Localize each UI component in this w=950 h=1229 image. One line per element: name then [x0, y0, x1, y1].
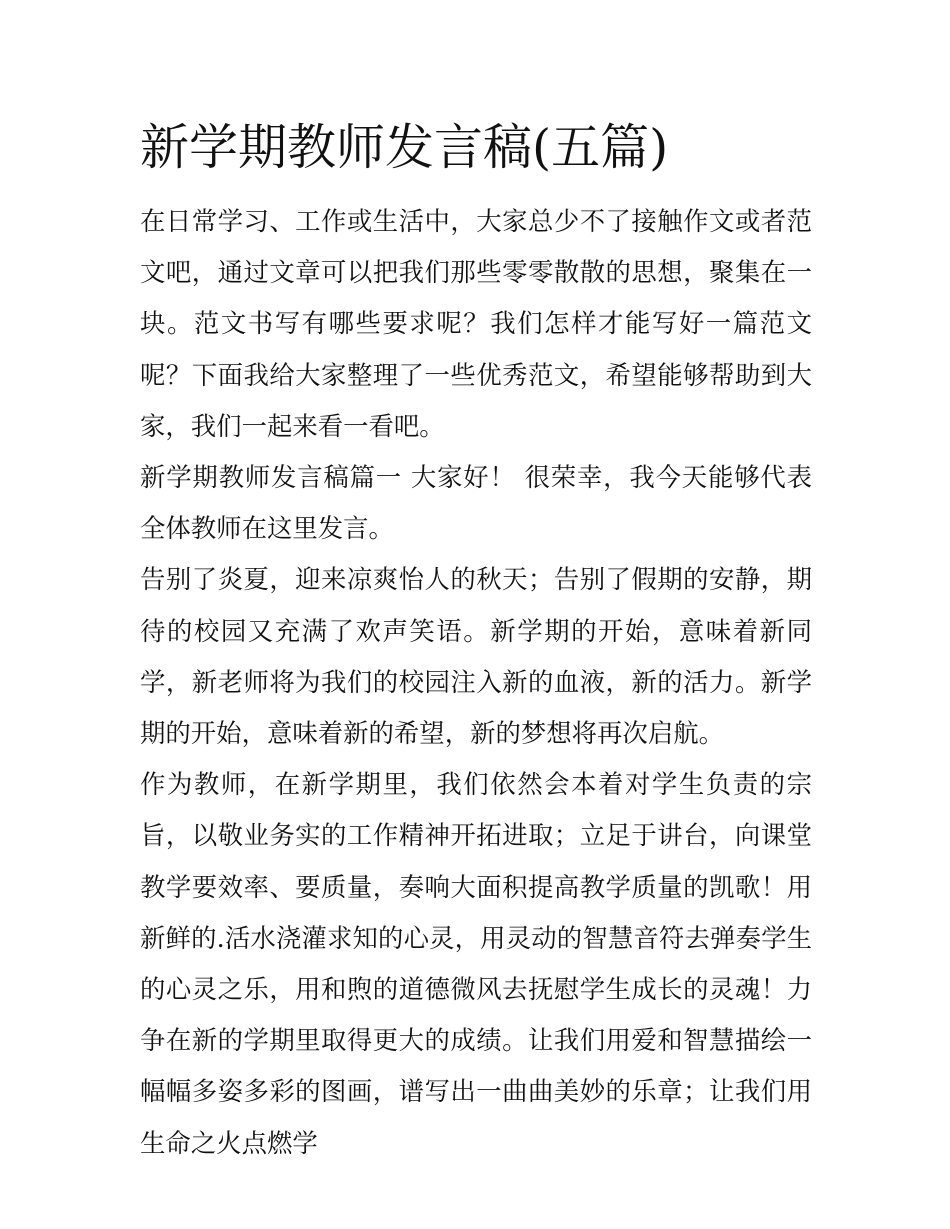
paragraph-greeting: 新学期教师发言稿篇一 大家好！ 很荣幸，我今天能够代表全体教师在这里发言。 [140, 462, 812, 544]
document-title: 新学期教师发言稿(五篇) [140, 119, 669, 176]
document-body [140, 196, 812, 1169]
paragraph-new-semester: 告别了炎夏，迎来凉爽怡人的秋天；告别了假期的安静，期待的校园又充满了欢声笑语。新学期的开始，意味着新同学，新老师将为我们的校园注入新的血液，新的活力。新学期的开始，意味着新的希望，新的梦想将再次启航。 [140, 564, 812, 749]
paragraph-intro: 在日常学习、工作或生活中，大家总少不了接触作文或者范文吧，通过文章可以把我们那些零零散散的思想，聚集在一块。范文书写有哪些要求呢？我们怎样才能写好一篇范文呢？下面我给大家整理了一些优秀范文，希望能够帮助到大家，我们一起来看一看吧。 [140, 206, 812, 441]
paragraph-teacher-commitment: 作为教师，在新学期里，我们依然会本着对学生负责的宗旨，以敬业务实的工作精神开拓进取；立足于讲台，向课堂教学要效率、要质量，奏响大面积提高教学质量的凯歌！用新鲜的.活水浇灌求知的心灵，用灵动的智慧音符去弹奏学生的心灵之乐，用和煦的道德微风去抚慰学生成长的灵魂！力争在新的学期里取得更大的成绩。让我们用爱和智慧描绘一幅幅多姿多彩的图画，谱写出一曲曲美妙的乐章；让我们用生命之火点燃学 [140, 769, 812, 1158]
